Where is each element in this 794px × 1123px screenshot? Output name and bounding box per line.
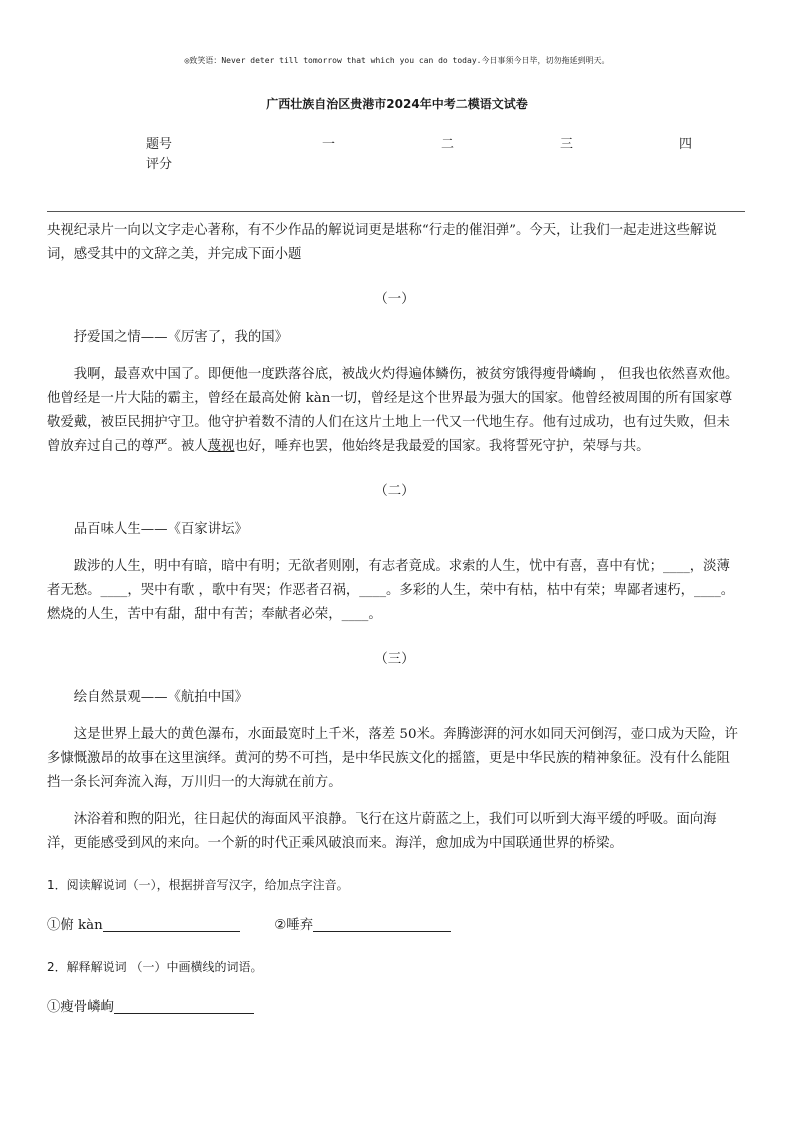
question-1-answers [47, 914, 742, 938]
question-1: 1．阅读解说词（一），根据拼音写汉字，给加点字注音。 [47, 878, 349, 892]
section-2-number: （二） [374, 484, 415, 499]
section-1-number: （一） [374, 292, 415, 307]
section-3-number: （三） [374, 652, 415, 667]
column-header-2: 二 [441, 137, 455, 152]
row-label-score: 评分 [146, 157, 173, 172]
section-1-text-post: 也好，唾弃也罢，他始终是我最爱的国家。我将誓死守护，荣辱与共。 [234, 439, 650, 454]
exam-title: 广西壮族自治区贵港市2024年中考二模语文试卷 [266, 97, 528, 111]
score-row-question-number [0, 133, 794, 153]
section-2-paragraph: 跋涉的人生，明中有暗，暗中有明；无欲者则刚，有志者竟成。求索的人生，忧中有喜，喜中有忧；____，淡薄者无愁。____，哭中有歌 ，歌中有哭；作恶者召祸，____。多彩的人生，荣中有枯，枯中有荣；卑鄙者速朽，____。燃烧的人生，苦中有甜，甜中有苦；奉献者必荣，____。 [47, 559, 735, 622]
answer-label-3: ①瘦骨嶙峋 [47, 1000, 114, 1015]
section-3-heading: 绘自然景观——《航拍中国》 [73, 690, 248, 705]
motto-line: ◎致笑语：Never deter till tomorrow that which you can do today.今日事须今日毕，切勿拖延到明天。 [184, 56, 610, 65]
question-2: 2．解释解说词 （一）中画横线的词语。 [47, 960, 263, 974]
score-row-score [0, 153, 794, 173]
column-header-4: 四 [679, 137, 693, 152]
section-3-paragraph-2: 沐浴着和煦的阳光，往日起伏的海面风平浪静。飞行在这片蔚蓝之上，我们可以听到大海平缓的呼吸。面向海洋，更能感受到风的来向。一个新的时代正乘风破浪而来。海洋，愈加成为中国联通世界的桥梁。 [47, 812, 717, 851]
answer-label-2: ②唾弃 [274, 918, 314, 933]
section-2-heading: 品百味人生——《百家讲坛》 [73, 522, 248, 537]
section-1-heading: 抒爱国之情——《厉害了，我的国》 [73, 330, 289, 345]
score-table [0, 133, 794, 173]
column-header-3: 三 [560, 137, 574, 152]
underlined-word: 蔑视 [207, 439, 235, 454]
intro-paragraph: 央视纪录片一向以文字走心著称，有不少作品的解说词更是堪称“行走的催泪弹”。今天，让我们一起走进这些解说词，感受其中的文辞之美，并完成下面小题 [47, 223, 717, 262]
answer-blank-1[interactable] [103, 917, 240, 932]
section-3-paragraph-1: 这是世界上最大的黄色瀑布，水面最宽时上千米，落差 50米。奔腾澎湃的河水如同天河倒泻，壶口成为天险，许多慷慨激昂的故事在这里演绎。黄河的势不可挡，是中华民族文化的摇篮，更是中华民族的精神象征。没有什么能阻挡一条长河奔流入海，万川归一的大海就在前方。 [47, 727, 738, 790]
content [47, 219, 742, 1020]
answer-blank-3[interactable] [114, 999, 254, 1014]
header-divider [47, 211, 745, 212]
row-label-question-number: 题号 [146, 137, 173, 152]
question-2-answers [47, 996, 742, 1020]
column-header-1: 一 [322, 137, 336, 152]
section-1-paragraph [47, 363, 742, 459]
answer-label-1: ①俯 kàn [47, 918, 103, 933]
answer-blank-2[interactable] [313, 917, 451, 932]
section-1-text-pre: 我啊，最喜欢中国了。即便他一度跌落谷底，被战火灼得遍体鳞伤，被贫穷饿得瘦骨嶙峋 ， 但我也依然喜欢他。他曾经是一片大陆的霸主，曾经在最高处俯 kàn一切，曾经是这个世界最为强大的国家。他曾经被周围的所有国家尊敬爱戴，被臣民拥护守卫。他守护着数不清的人们在这片土地上一代又一代地生存。他有过成功，也有过失败，但未曾放弃过自己的尊严。被人 [47, 367, 739, 454]
